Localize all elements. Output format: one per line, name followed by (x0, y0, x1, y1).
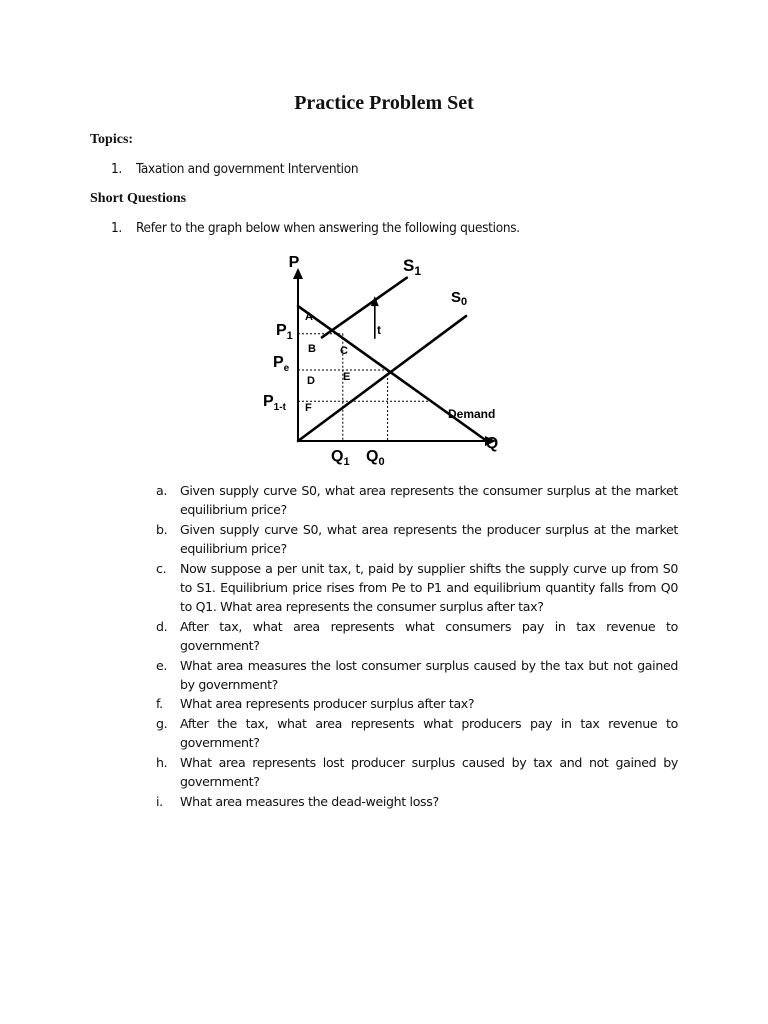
x-tick-q1: $Q_1$ (331, 448, 350, 468)
area-label-f: F (305, 402, 312, 414)
question-text: Given supply curve S0, what area represents the producer surplus at the market equilibrium price? (180, 521, 678, 557)
area-label-a: A (305, 311, 313, 323)
question-text: After the tax, what area represents what producers pay in tax revenue to government? (180, 715, 678, 751)
area-label-d: D (307, 375, 315, 387)
question-letter: a. (156, 483, 168, 498)
x-tick-q0: $Q_0$ (366, 448, 385, 468)
topics-heading: Topics: (90, 132, 134, 147)
q0-subscript: 0 (378, 456, 385, 468)
question-letter: i. (156, 793, 163, 809)
question-text: Refer to the graph below when answering the following questions. (136, 220, 520, 236)
question-text: Now suppose a per unit tax, t, paid by supplier shifts the supply curve up from S0 to S1. Equilibrium price rises from Pe to P1 and equilibrium quantity falls from Q0 to Q1. What area represents the consumer surplus after tax? (180, 560, 678, 615)
s0-curve (298, 316, 466, 441)
question-text: What area measures the dead-weight loss? (180, 793, 439, 809)
question-item (111, 220, 520, 236)
question-letter: g. (156, 715, 168, 731)
q1-subscript: 1 (343, 456, 350, 468)
question-letter: d. (156, 618, 168, 634)
y-tick-p1: $P_1$ (276, 322, 293, 342)
question-d (154, 617, 678, 656)
y-tick-pe: $P_e$ (273, 354, 290, 374)
question-number: 1. (111, 220, 122, 236)
question-text: What area represents lost producer surplus caused by tax and not gained by government? (180, 754, 678, 790)
area-label-b: B (308, 343, 316, 355)
area-label-e: E (343, 371, 351, 383)
x-axis-label: Q (485, 435, 499, 452)
question-i (154, 792, 678, 811)
pe-subscript: e (283, 363, 290, 374)
area-label-c: C (340, 345, 348, 357)
s0-subscript: 0 (461, 296, 468, 308)
question-letter: f. (156, 696, 163, 712)
tax-label: t (377, 323, 381, 337)
short-questions-heading: Short Questions (90, 191, 187, 206)
question-letter: h. (156, 754, 168, 770)
s1-curve (322, 278, 407, 338)
topic-number: 1. (111, 161, 122, 177)
question-letter: c. (156, 560, 167, 576)
topic-text: Taxation and government Intervention (136, 161, 359, 177)
question-c (154, 559, 678, 617)
topic-item (111, 161, 358, 177)
question-letter: e. (156, 657, 168, 673)
question-g (154, 714, 678, 753)
question-text: What area represents producer surplus after tax? (180, 696, 475, 712)
s1-subscript: 1 (414, 264, 422, 278)
question-text: Given supply curve S0, what area represents the consumer surplus at the market equilibrium price? (180, 483, 678, 518)
question-f (154, 694, 678, 713)
question-h (154, 753, 678, 792)
question-b (154, 520, 678, 559)
supply-demand-graph (260, 250, 510, 470)
question-e (154, 656, 678, 695)
s0-label: $S_0$ (451, 289, 468, 308)
question-a (154, 481, 678, 520)
question-text: After tax, what area represents what consumers pay in tax revenue to government? (180, 618, 678, 654)
demand-label: Demand (448, 407, 496, 421)
y-tick-p1t: $P_{1-t}$ (263, 393, 286, 413)
page-title: Practice Problem Set (294, 92, 474, 114)
question-letter: b. (156, 521, 168, 537)
s1-label: $S_1$ (403, 256, 422, 278)
question-text: What area measures the lost consumer surplus caused by the tax but not gained by government? (180, 657, 678, 693)
question-list (154, 481, 678, 811)
y-axis-label: P (288, 254, 300, 271)
p1t-subscript: 1-t (273, 402, 286, 413)
p1-subscript: 1 (286, 330, 293, 342)
